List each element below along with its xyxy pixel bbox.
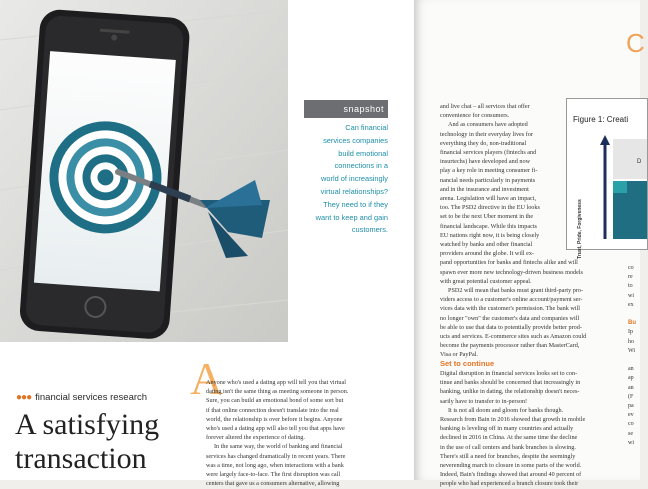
- edge-line: ex: [628, 301, 634, 308]
- snapshot-line: build emotional: [338, 148, 388, 158]
- body-line: Visa or PayPal.: [440, 351, 478, 359]
- body-line: centers that gave us a consumers alternative, allowing: [206, 480, 340, 488]
- snapshot-line: Can financial: [345, 123, 388, 132]
- body-line: There's still a need for branches, despite the seemingly: [440, 452, 576, 460]
- edge-line: wi: [628, 292, 634, 299]
- subheading: Set to continue: [440, 359, 495, 368]
- snapshot-pullquote: [300, 122, 388, 237]
- body-line: declined in 2016 in China. At the same time the decline: [440, 434, 578, 442]
- edge-line: co: [628, 421, 634, 428]
- body-line: world, the relationship is over before it begins. Anyone: [206, 415, 343, 423]
- body-line: financial services players (fintechs and: [440, 149, 537, 157]
- body-line: Sure, you can build an emotional bond of some sort but: [206, 397, 344, 405]
- body-line: too. The PSD2 directive in the EU looks: [440, 204, 540, 212]
- figure-block-grey: [613, 139, 647, 179]
- edge-line: Wi: [628, 347, 636, 354]
- drop-cap: A: [190, 353, 224, 404]
- figure-block-accent: [613, 181, 627, 193]
- body-line: EU nations right now, it is being closely: [440, 231, 540, 239]
- body-line: in the use of call centers and bank branches is slowing.: [440, 443, 576, 451]
- edge-line: re: [628, 274, 633, 281]
- edge-line: ap: [628, 375, 634, 382]
- body-line: viders access to a customer's online account/payment ser-: [440, 296, 583, 304]
- body-line: And as consumers have adopted: [448, 121, 528, 129]
- right-edge-column: [628, 264, 648, 448]
- body-line: It is not all doom and gloom for banks though.: [448, 406, 564, 414]
- body-line: watched by banks and other financial: [440, 241, 533, 249]
- edge-line: an: [628, 366, 634, 373]
- body-line: and in the insurance and investment: [440, 185, 529, 193]
- section-tag: [16, 392, 147, 403]
- body-line: and live chat – all services that offer: [440, 103, 530, 110]
- body-line: no longer "own" the customer's data and companies will: [440, 314, 580, 322]
- body-line: nancial needs particularly in payments: [440, 176, 536, 184]
- body-line: sarily have to transfer to in-person!: [440, 397, 528, 405]
- edge-line: Ip: [628, 329, 633, 336]
- edge-line: an: [628, 384, 634, 391]
- body-line: In the same way, the world of banking and financial: [214, 443, 343, 451]
- body-line: dating isn't the same thing as meeting someone in person.: [206, 388, 349, 396]
- body-line: was a time, not long ago, when interactions with a bank: [206, 461, 344, 469]
- body-line: people who had experienced a branch closure took their: [440, 480, 579, 488]
- figure-axis-label: Trust, Pride, Forgiveness: [577, 199, 583, 259]
- title-line: transaction: [15, 442, 147, 475]
- snapshot-line: services companies: [323, 135, 388, 145]
- section-label: financial services research: [35, 392, 148, 403]
- snapshot-line: They need to if they: [323, 199, 388, 209]
- body-line: with great potential customer appeal.: [440, 277, 532, 285]
- article-title: [15, 408, 195, 476]
- body-line: everything they do, non-traditional: [440, 139, 527, 147]
- body-line: were largely face-to-face. The first disruption was call: [206, 471, 341, 479]
- body-line: services has changed dramatically in recent years. There: [206, 452, 346, 460]
- body-line: if that online connection doesn't translate into the real: [206, 406, 339, 414]
- snapshot-line: want to keep and gain: [315, 212, 388, 222]
- body-line: banking, unlike in dating, the relationship doesn't neces-: [440, 388, 580, 396]
- body-line: forever altered the experience of dating.: [206, 434, 305, 442]
- snapshot-line: world of increasingly: [321, 174, 388, 184]
- body-line: technology in their everyday lives for: [440, 130, 533, 138]
- body-line: vices data with the customer's permission. The bank will: [440, 305, 581, 313]
- dots-icon: ●●●: [16, 392, 32, 403]
- body-line: providers around the globe. It will ex-: [440, 250, 534, 258]
- right-edge-heading-letter: C: [626, 28, 645, 58]
- body-line: set to be the next Uber moment in the: [440, 213, 534, 221]
- snapshot-line: connections in a: [334, 161, 388, 171]
- edge-line: [628, 310, 648, 319]
- body-line: pand opportunities for banks and fintechs alike and will: [440, 259, 578, 267]
- body-column-right-continued: [440, 369, 618, 489]
- body-line: banking is leveling off in many countries and actually: [440, 425, 574, 433]
- arrow-up-icon: [600, 135, 610, 145]
- body-column-left: [206, 378, 406, 488]
- body-line: convenience for consumers.: [440, 112, 510, 120]
- body-line: arena. Legislation will have an impact,: [440, 195, 537, 203]
- smartphone-dartboard-photo: [0, 0, 288, 342]
- snapshot-line: customers.: [351, 225, 388, 235]
- body-line: Digital disruption in financial services looks set to con-: [440, 370, 578, 377]
- body-line: be able to use that data to potentially provide better prod-: [440, 323, 582, 331]
- body-line: Indeed, Bain's findings showed that around 40 percent of: [440, 471, 582, 479]
- edge-line: wi: [628, 439, 634, 446]
- snapshot-line: virtual relationships?: [320, 186, 388, 196]
- figure-d-label: D: [637, 159, 642, 165]
- edge-line: to: [628, 283, 633, 290]
- edge-line: ev: [628, 412, 634, 419]
- body-line: play a key role in meeting consumer fi-: [440, 167, 538, 175]
- edge-line: se: [628, 430, 633, 437]
- figure-title: Figure 1: Creati: [573, 115, 629, 124]
- body-line: financial landscape. While this impacts: [440, 222, 537, 230]
- body-line: neverending march to closure in some parts of the world.: [440, 462, 582, 470]
- body-line: tinue and banks should be concerned that increasingly in: [440, 379, 581, 387]
- edge-line: (F: [628, 393, 634, 400]
- edge-line: [628, 356, 648, 365]
- snapshot-label: snapshot: [304, 100, 388, 118]
- body-line: who's used a dating app will also tell you that apps have: [206, 425, 345, 433]
- edge-line: Bu: [628, 320, 636, 327]
- title-line: A satisfying: [15, 408, 160, 441]
- edge-line: co: [628, 265, 634, 271]
- body-line: PSD2 will mean that banks must grant third-party pro-: [448, 287, 584, 295]
- body-line: Research from Bain in 2016 showed that growth in mobile: [440, 416, 586, 424]
- edge-line: pa: [628, 403, 634, 410]
- body-line: become the payments processor rather than MasterCard,: [440, 342, 580, 350]
- figure-box: [566, 98, 648, 259]
- body-line: insurtechs) have developed and now: [440, 158, 531, 166]
- edge-line: ho: [628, 338, 634, 345]
- body-line: spawn ever more new technology-driven business models: [440, 268, 583, 276]
- body-line: ucts and services. E-commerce sites such as Amazon could: [440, 333, 587, 341]
- body-line: Anyone who's used a dating app will tell you that virtual: [206, 379, 346, 386]
